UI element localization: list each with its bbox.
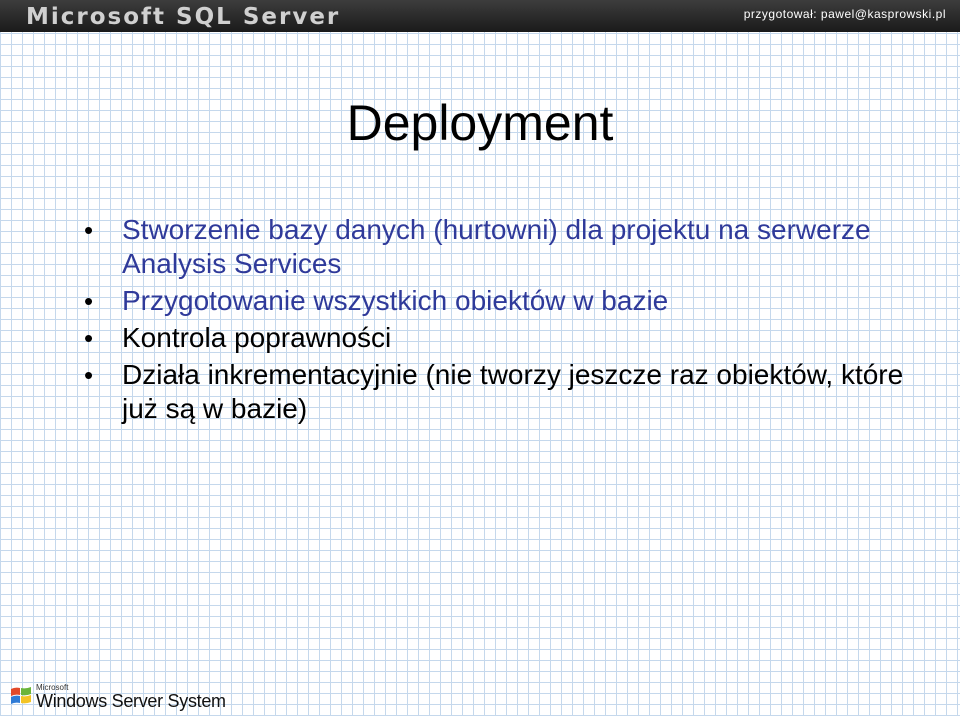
bullet-item: [84, 321, 904, 355]
bullet-icon: •: [84, 360, 94, 390]
header-product-logo: Microsoft SQL Server: [26, 4, 341, 30]
bullet-text: Przygotowanie wszystkich obiektów w bazie: [122, 285, 669, 316]
header-bar: [0, 0, 960, 32]
footer-microsoft-label: Microsoft: [36, 683, 69, 692]
bullet-icon: •: [84, 323, 94, 353]
bullet-item: [84, 358, 904, 426]
bullet-text: Kontrola poprawności: [122, 322, 392, 353]
bullet-item: [84, 284, 904, 318]
bullet-icon: •: [84, 286, 94, 316]
bullet-item: [84, 213, 904, 281]
slide-title: Deployment: [346, 95, 614, 151]
bullet-text: Stworzenie bazy danych (hurtowni) dla projektu na serwerze Analysis Services: [122, 214, 871, 279]
bullet-list: [84, 213, 904, 429]
bullet-icon: •: [84, 215, 94, 245]
footer-logo: [10, 683, 226, 713]
footer-brand: Windows Server System: [36, 691, 226, 711]
windows-flag-icon: [10, 685, 32, 707]
header-author: przygotował: pawel@kasprowski.pl: [743, 7, 946, 21]
bullet-text: Działa inkrementacyjnie (nie tworzy jeszcze raz obiektów, które już są w bazie): [122, 359, 904, 424]
